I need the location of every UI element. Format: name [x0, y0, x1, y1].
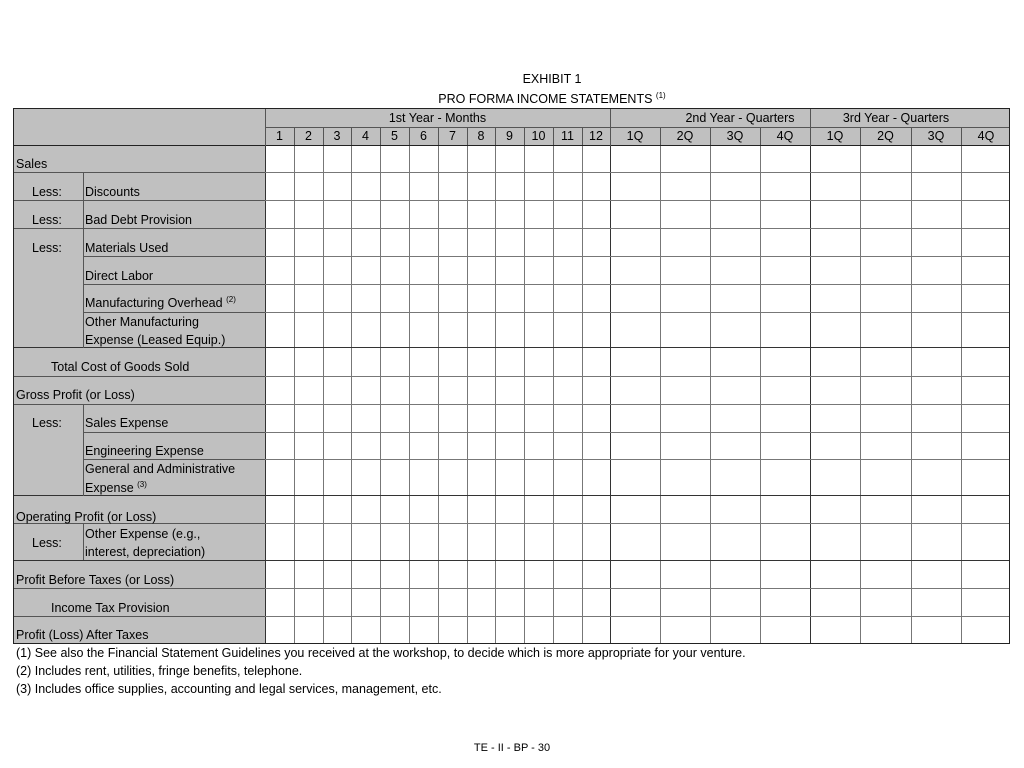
col-header-quarter: 3Q [726, 129, 744, 143]
header-col-divider [351, 127, 352, 145]
grid-row-line [265, 376, 1009, 377]
grid-row-line [265, 200, 1009, 201]
mfg-overhead-footnote-ref: (2) [226, 294, 236, 304]
header-col-divider [582, 127, 583, 145]
col-header-quarter: 1Q [626, 129, 644, 143]
row-label-ga-line2 [85, 479, 147, 497]
footnote-2: (2) Includes rent, utilities, fringe benefits, telephone. [16, 664, 303, 678]
col-header-quarter: 2Q [877, 129, 894, 143]
col-header-month: 8 [477, 129, 485, 143]
row-label-operating-profit: Operating Profit (or Loss) [16, 510, 157, 524]
row-label-discounts: Discounts [85, 185, 140, 199]
grid-col-line [911, 146, 912, 643]
row-label-ga-line1: General and Administrative [85, 462, 236, 476]
col-header-month: 4 [362, 129, 369, 143]
grid-col-line [582, 146, 583, 643]
col-header-month: 11 [561, 129, 574, 143]
grid-col-line [553, 146, 554, 643]
col-header-quarter: 1Q [826, 129, 844, 143]
row-label-materials: Materials Used [85, 241, 169, 255]
label-row-line [14, 172, 265, 173]
less-column-divider [83, 404, 84, 496]
footnote-3: (3) Includes office supplies, accounting and legal services, management, etc. [16, 682, 442, 696]
grid-row-line [265, 347, 1009, 348]
row-label-other-expense-line2: interest, depreciation) [85, 545, 206, 559]
less-column-divider [83, 172, 84, 348]
row-label-sales-expense: Sales Expense [85, 416, 169, 430]
grid-row-line [265, 256, 1009, 257]
grid-row-line [265, 432, 1009, 433]
ga-expense-text: Expense [85, 481, 134, 495]
grid-col-line [610, 146, 611, 643]
row-label-less: Less: [32, 536, 62, 550]
grid-col-line [660, 146, 661, 643]
grid-col-line [710, 146, 711, 643]
header-col-divider [294, 127, 295, 145]
row-label-profit-after-taxes: Profit (Loss) After Taxes [16, 628, 149, 642]
grid-row-line [265, 495, 1009, 496]
label-row-line [14, 404, 265, 405]
row-label-sales: Sales [16, 157, 48, 171]
grid-row-line [265, 523, 1009, 524]
label-row-line [14, 376, 265, 377]
row-label-engineering: Engineering Expense [85, 444, 204, 458]
col-header-quarter: 3Q [927, 129, 945, 143]
ga-footnote-ref: (3) [137, 479, 147, 489]
grid-col-line [380, 146, 381, 643]
header-col-divider [911, 127, 912, 145]
header-col-divider [660, 127, 661, 145]
col-header-month: 12 [589, 129, 603, 143]
header-col-divider [961, 127, 962, 145]
income-statement-table [13, 108, 1010, 644]
grid-col-line [351, 146, 352, 643]
header-col-divider [553, 127, 554, 145]
row-label-direct-labor: Direct Labor [85, 269, 154, 283]
col-header-month: 7 [449, 129, 456, 143]
less-column-divider [83, 523, 84, 560]
col-header-quarter: 2Q [676, 129, 694, 143]
label-row-line [83, 432, 265, 433]
row-label-less: Less: [32, 185, 62, 199]
col-header-month: 10 [531, 129, 546, 143]
row-label-other-expense-line1: Other Expense (e.g., [85, 527, 201, 541]
page-title [0, 92, 1024, 106]
row-label-other-mfg-line2: Expense (Leased Equip.) [85, 333, 226, 347]
title-text: PRO FORMA INCOME STATEMENTS [438, 92, 653, 106]
row-label-income-tax: Income Tax Provision [51, 601, 170, 615]
grid-row-line [265, 459, 1009, 460]
grid-row-line [265, 560, 1009, 561]
group-header-year3: 3rd Year - Quarters [842, 111, 950, 125]
header-col-divider [380, 127, 381, 145]
grid-row-line [265, 312, 1009, 313]
grid-col-line [860, 146, 861, 643]
col-header-month: 2 [305, 129, 312, 143]
col-header-month: 3 [333, 129, 341, 143]
col-header-month: 5 [391, 129, 398, 143]
col-header-quarter: 4Q [776, 129, 794, 143]
page-number: TE - II - BP - 30 [473, 742, 551, 754]
grid-col-line [961, 146, 962, 643]
header-col-divider [467, 127, 468, 145]
header-col-divider [710, 127, 711, 145]
row-label-less: Less: [32, 213, 62, 227]
header-col-divider [524, 127, 525, 145]
grid-row-line [265, 588, 1009, 589]
row-label-other-mfg-line1: Other Manufacturing [85, 315, 199, 329]
col-header-month: 1 [276, 129, 283, 143]
col-header-month: 6 [420, 129, 427, 143]
header-col-divider [409, 127, 410, 145]
row-label-mfg-overhead [85, 294, 236, 312]
title-footnote-ref: (1) [655, 90, 666, 100]
grid-row-line [265, 172, 1009, 173]
exhibit-label: EXHIBIT 1 [522, 72, 582, 86]
row-label-less: Less: [32, 416, 62, 430]
grid-col-line [467, 146, 468, 643]
group-header-year1: 1st Year - Months [388, 111, 487, 125]
grid-col-line [323, 146, 324, 643]
row-label-profit-before-taxes: Profit Before Taxes (or Loss) [16, 573, 175, 587]
row-label-bad-debt: Bad Debt Provision [85, 213, 193, 227]
grid-col-line [495, 146, 496, 643]
row-label-total-cogs: Total Cost of Goods Sold [51, 360, 190, 374]
group-header-year2: 2nd Year - Quarters [685, 111, 795, 125]
grid-row-line [265, 228, 1009, 229]
grid-col-line [810, 146, 811, 643]
col-header-quarter: 4Q [977, 129, 995, 143]
header-col-divider [323, 127, 324, 145]
header-col-divider [438, 127, 439, 145]
row-label-gross-profit: Gross Profit (or Loss) [16, 388, 135, 402]
grid-col-line [409, 146, 410, 643]
grid-row-line [265, 616, 1009, 617]
grid-row-line [265, 404, 1009, 405]
grid-col-line [438, 146, 439, 643]
grid-row-line [265, 284, 1009, 285]
col-header-month: 9 [506, 129, 513, 143]
grid-col-line [265, 146, 266, 643]
header-col-divider [760, 127, 761, 145]
grid-col-line [524, 146, 525, 643]
mfg-overhead-text: Manufacturing Overhead [85, 296, 223, 310]
header-col-divider [495, 127, 496, 145]
grid-col-line [760, 146, 761, 643]
row-label-less: Less: [32, 241, 62, 255]
footnote-1: (1) See also the Financial Statement Guidelines you received at the workshop, to decide which is more appropriate for your venture. [16, 646, 746, 660]
header-col-divider [860, 127, 861, 145]
grid-col-line [294, 146, 295, 643]
